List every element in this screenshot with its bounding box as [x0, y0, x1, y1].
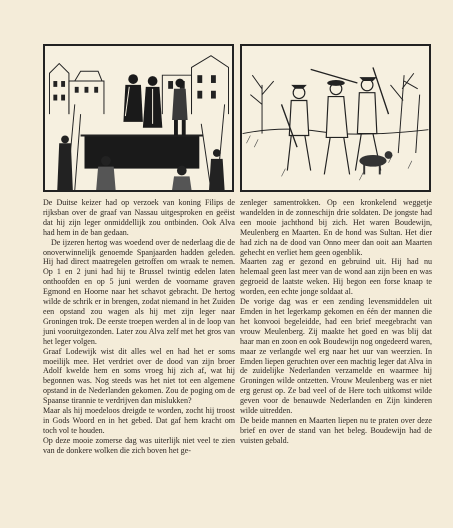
paragraph: De vorige dag was er een zending levensmiddelen uit Emden in het legerkamp gekomen en één der mannen die het konvooi begeleidde, had een brief meegebracht van vrouw Meulenberg. Zij maakte het goed en was blij dat haar man en zoon en ook Boudewijn nog ongedeerd waren, maar ze verlangde wel erg naar het uur van weerzien. In Emden liepen geruchten over een machtig leger dat Alva in de zuidelijke Nederlanden verzamelde en waarmee hij Groningen wilde ontzetten. Vrouw Meulenberg was er niet erg gerust op. Ze bad veel of de Here toch uitkomst wilde geven voor de benauwde Nederlanden en Zijn kinderen wilde uitredden. [240, 297, 432, 416]
soldiers-illustration [240, 44, 431, 192]
text-column-right [240, 198, 432, 446]
paragraph: zenleger samentrokken. Op een kronkelend weggetje wandelden in de zonneschijn drie soldaten. De jongste had een mooie jachthond bij zich. Het waren Boudewijn, Meulenberg en Maarten. En de hond was Sultan. Het dier had zich na de dood van Onno meer dan ooit aan Maarten gehecht en verliet hem geen ogenblik. [240, 198, 432, 257]
paragraph: Op deze mooie zomerse dag was uiterlijk niet veel te zien van de donkere wolken die zich boven het ge- [43, 435, 235, 455]
paragraph: De beide mannen en Maarten liepen nu te praten over deze brief en over de stand van het beleg. Boudewijn had de vuisten gebald. [240, 415, 432, 445]
soldiers-scene-drawing [242, 46, 429, 190]
paragraph: De Duitse keizer had op verzoek van koning Filips de rijksban over de graaf van Nassau uitgesproken en geëist dat hij zijn leger onmiddellijk zou ontbinden. Ook Alva had hem in de ban gedaan. [43, 198, 235, 237]
paragraph: Graaf Lodewijk wist dit alles wel en had het er soms moeilijk mee. Het verdriet over de dood van zijn broer Adolf kwelde hem en soms vroeg hij zich af, wat hij begonnen was. Nog steeds was het niet tot een algemene opstand in de Nederlanden gekomen. Zou de poging om de Spaanse tirannie te verdrijven dan mislukken? [43, 346, 235, 406]
execution-illustration [43, 44, 234, 192]
paragraph: Maar als hij moedeloos dreigde te worden, zocht hij troost in Gods Woord en in het gebed. Dat gaf hem kracht om toch vol te houden. [43, 406, 235, 435]
text-column-left [43, 198, 235, 456]
paragraph: De ijzeren hertog was woedend over de nederlaag die de onoverwinnelijk genoemde Spanjaarden hadden geleden. Hij had direct maatregelen getroffen om wraak te nemen. Op 1 en 2 juni had hij te Brussel twintig edelen laten onthoofden en op 5 juni werden de voorname graven Egmond en Hoorne naar het schavot gebracht. De hertog wilde de schrik er in brengen, zodat niemand in het Zuiden een opstand zou wagen als hij met zijn leger naar Groningen trok. De eerste troepen werden al in de loop van juni vooruitgezonden. Later zou Alva zelf met het gros van het leger volgen. [43, 237, 235, 346]
execution-scene-drawing [45, 46, 232, 190]
paragraph: Maarten zag er gezond en gebruind uit. Hij had nu helemaal geen last meer van de wond aan zijn been en was gegroeid de laatste weken. Hij begon een forse knaap te worden, een echte jonge soldaat al. [240, 257, 432, 297]
